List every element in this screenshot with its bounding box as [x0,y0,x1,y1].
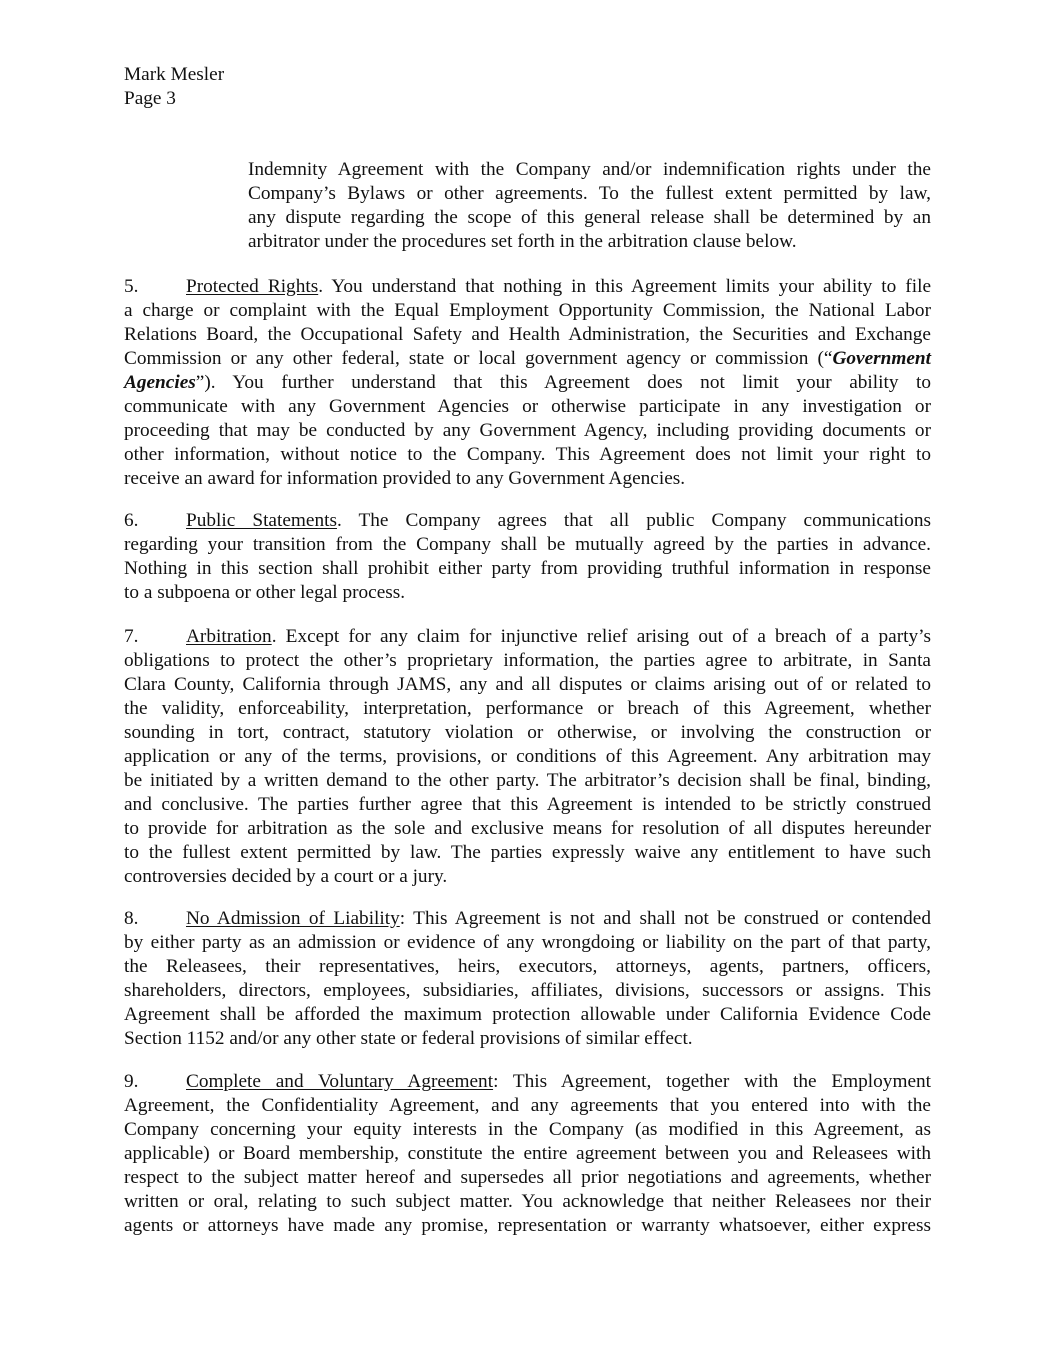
text-segment: Clara County, California through JAMS, any and all disputes or claims arising out of or related to [124,674,931,695]
section-heading: Complete and Voluntary Agreement [186,1071,494,1092]
text-line [248,182,931,206]
section-7 [124,625,931,889]
text-line [248,206,931,230]
text-line [124,1214,931,1238]
text-segment: ”). You further understand that this Agreement does not limit your ability to [195,372,931,393]
text-line [124,979,931,1003]
text-segment: to a subpoena or other legal process. [124,582,406,603]
text-line [124,955,931,979]
letter-header [124,63,224,111]
continued-paragraph [248,158,931,254]
section-number: 8. [124,908,139,929]
page-number: Page 3 [124,88,176,109]
text-segment: proceeding that may be conducted by any Government Agency, including providing documents or [124,420,931,441]
text-line [124,1003,931,1027]
section-number: 7. [124,626,139,647]
text-segment: other information, without notice to the Company. This Agreement does not limit your right to [124,444,931,465]
text-line [124,443,931,467]
text-line [124,721,931,745]
text-line [124,769,931,793]
text-segment: respect to the subject matter hereof and supersedes all prior negotiations and agreements, whether [124,1167,931,1188]
text-line [124,1070,931,1094]
text-line [124,625,931,649]
text-line [124,907,931,931]
text-line [124,467,931,491]
text-line [124,1166,931,1190]
text-line [124,931,931,955]
text-line [124,841,931,865]
text-segment: Relations Board, the Occupational Safety and Health Administration, the Securities and Exchange [124,324,931,345]
text-line [248,158,931,182]
recipient-name: Mark Mesler [124,64,225,85]
text-segment: shareholders, directors, employees, subsidiaries, affiliates, divisions, successors or assigns. This [124,980,931,1001]
text-segment: Commission or any other federal, state or local government agency or commission (“ [124,348,833,369]
text-segment: Section 1152 and/or any other state or federal provisions of similar effect. [124,1028,693,1049]
section-5 [124,275,931,491]
text-segment: Agreement, the Confidentiality Agreement, and any agreements that you entered into with the [124,1095,931,1116]
text-line [124,1190,931,1214]
text-line [124,745,931,769]
text-line [124,649,931,673]
section-number: 6. [124,510,139,531]
section-heading: Protected Rights [186,276,319,297]
text-line [124,1027,931,1051]
text-line [124,865,931,889]
text-line [124,323,931,347]
text-line [124,1118,931,1142]
text-line [124,557,931,581]
defined-term: Government [832,348,931,369]
section-8 [124,907,931,1051]
text-segment: be initiated by a written demand to the other party. The arbitrator’s decision shall be final, binding, [124,770,931,791]
text-line [124,347,931,371]
text-segment: written or oral, relating to such subject matter. You acknowledge that neither Releasees nor their [124,1191,931,1212]
text-segment: obligations to protect the other’s proprietary information, the parties agree to arbitrate, in Santa [124,650,931,671]
text-segment: to the fullest extent permitted by law. The parties expressly waive any entitlement to have such [124,842,931,863]
section-heading: Public Statements [186,510,337,531]
text-segment: Nothing in this section shall prohibit either party from providing truthful information in response [124,558,931,579]
text-segment: by either party as an admission or evidence of any wrongdoing or liability on the part of that party, [124,932,931,953]
text-segment: Agreement shall be afforded the maximum protection allowable under California Evidence Code [124,1004,931,1025]
text-segment: controversies decided by a court or a jury. [124,866,448,887]
text-segment: a charge or complaint with the Equal Employment Opportunity Commission, the National Labor [124,300,931,321]
text-segment: Company’s Bylaws or other agreements. To the fullest extent permitted by law, [248,183,931,204]
text-segment: to provide for arbitration as the sole and exclusive means for resolution of all disputes hereunder [124,818,931,839]
text-line [124,419,931,443]
text-line [124,673,931,697]
text-segment: agents or attorneys have made any promise, representation or warranty whatsoever, either express [124,1215,931,1236]
text-line [124,371,931,395]
section-heading: Arbitration [186,626,272,647]
text-line [124,1142,931,1166]
text-segment: : This Agreement, together with the Employment [493,1071,931,1092]
text-line [248,230,931,254]
text-line [124,581,931,605]
text-segment: . Except for any claim for injunctive relief arising out of a breach of a party’s [271,626,931,647]
text-segment: any dispute regarding the scope of this general release shall be determined by an [248,207,931,228]
text-line [124,275,931,299]
text-segment: and conclusive. The parties further agree that this Agreement is intended to be strictly construed [124,794,931,815]
text-segment: . The Company agrees that all public Company communications [336,510,931,531]
section-6 [124,509,931,605]
text-segment: applicable) or Board membership, constitute the entire agreement between you and Releasees with [124,1143,931,1164]
text-segment: communicate with any Government Agencies or otherwise participate in any investigation or [124,396,931,417]
text-segment: Company concerning your equity interests in the Company (as modified in this Agreement, as [124,1119,931,1140]
section-number: 9. [124,1071,139,1092]
text-line [124,533,931,557]
text-segment: regarding your transition from the Company shall be mutually agreed by the parties in advance. [124,534,931,555]
text-line [124,509,931,533]
text-segment: application or any of the terms, provisions, or conditions of this Agreement. Any arbitration may [124,746,931,767]
text-segment: Indemnity Agreement with the Company and/or indemnification rights under the [248,159,931,180]
text-segment: the Releasees, their representatives, heirs, executors, attorneys, agents, partners, officers, [124,956,931,977]
section-number: 5. [124,276,139,297]
text-segment: the validity, enforceability, interpretation, performance or breach of this Agreement, whether [124,698,931,719]
text-segment: arbitrator under the procedures set forth in the arbitration clause below. [248,231,797,252]
section-9 [124,1070,931,1238]
defined-term: Agencies [124,372,196,393]
text-line [124,1094,931,1118]
text-line [124,697,931,721]
section-heading: No Admission of Liability [186,908,400,929]
text-segment: sounding in tort, contract, statutory violation or otherwise, or involving the construction or [124,722,931,743]
text-line [124,817,931,841]
text-line [124,299,931,323]
text-segment: receive an award for information provided to any Government Agencies. [124,468,686,489]
text-segment: . You understand that nothing in this Agreement limits your ability to file [318,276,931,297]
text-segment: : This Agreement is not and shall not be construed or contended [399,908,931,929]
text-line [124,793,931,817]
text-line [124,395,931,419]
